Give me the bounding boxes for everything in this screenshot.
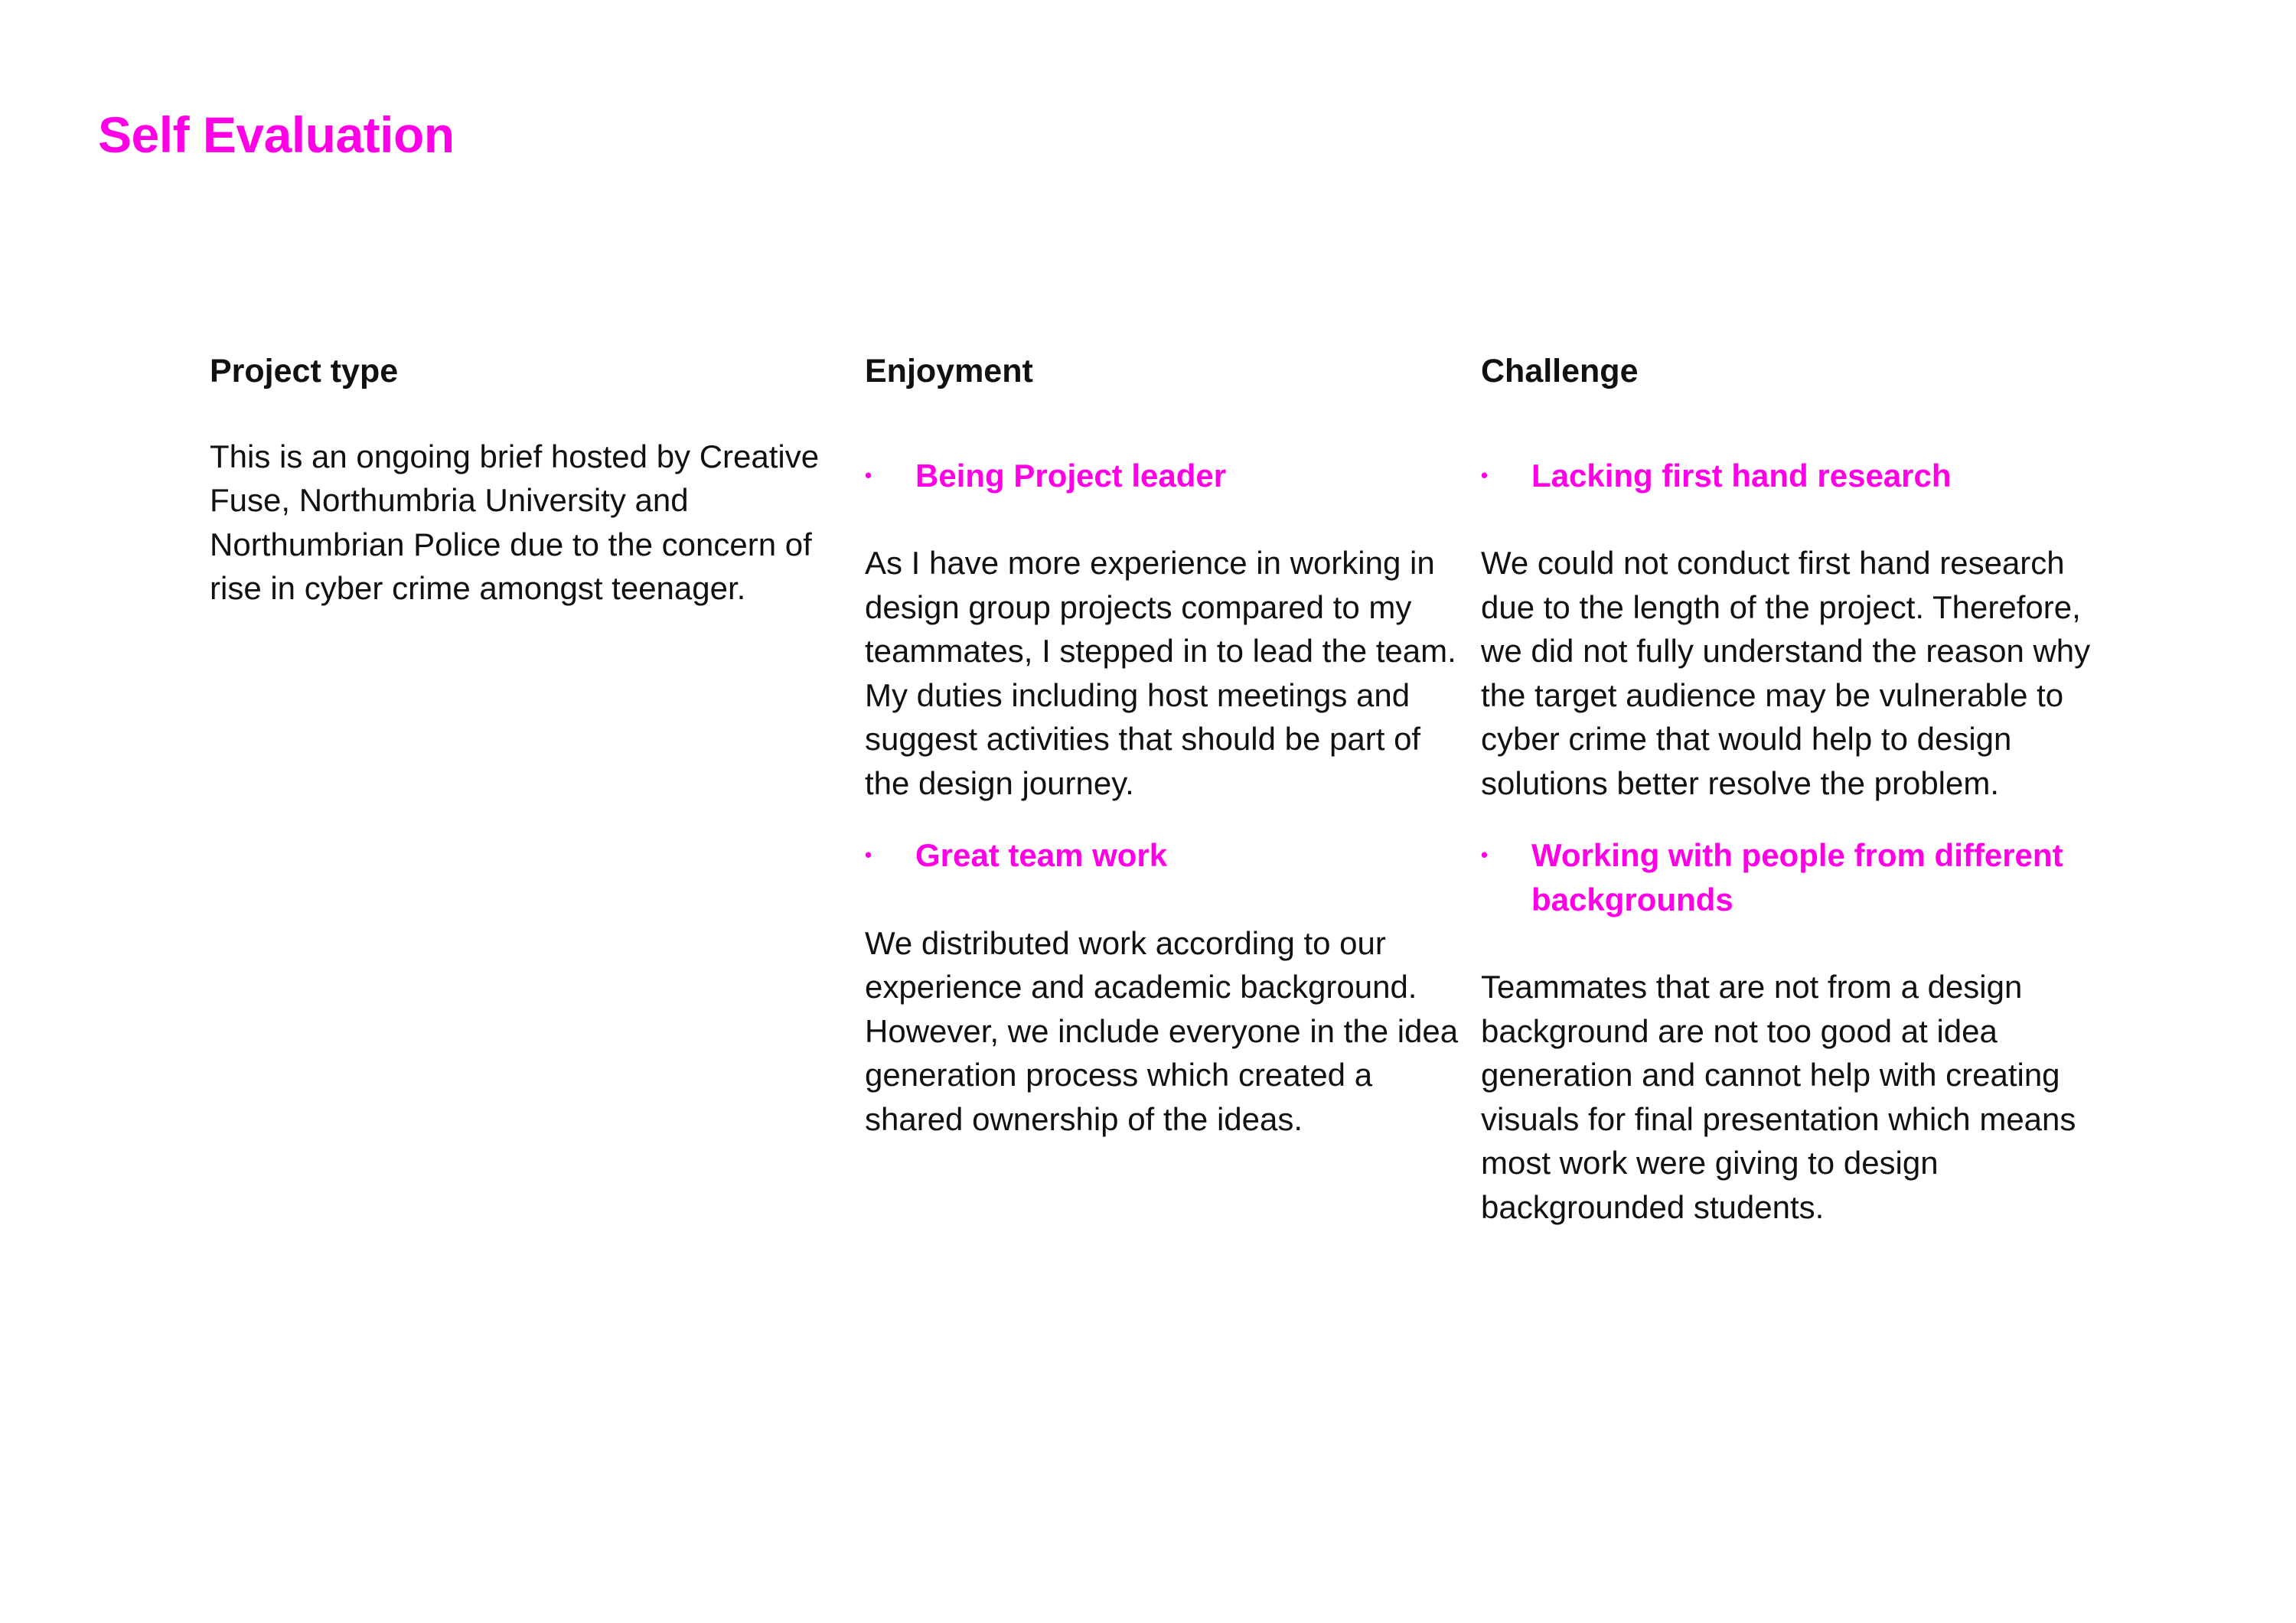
bullet-icon: • [865,843,872,867]
enjoyment-item-text: We distributed work according to our experience and academic background. However, we include everyone in the idea generation process which created a shared ownership of the ideas. [865,924,1459,1137]
project-type-column [210,352,822,611]
enjoyment-item-label: Being Project leader [915,457,1227,494]
challenge-item-label: Working with people from different backgrounds [1531,837,2063,917]
enjoyment-column [865,352,1462,1141]
enjoyment-heading: Enjoyment [865,353,1033,389]
challenge-item-label: Lacking first hand research [1531,457,1952,494]
enjoyment-item-text: As I have more experience in working in design group projects compared to my teammates, I stepped in to lead the team. My duties including host meetings and suggest activities that should be part of the design journey. [865,545,1456,801]
bullet-icon: • [865,463,872,487]
challenge-heading: Challenge [1481,353,1639,389]
challenge-item-title [1481,833,2093,921]
project-type-text: This is an ongoing brief hosted by Creative Fuse, Northumbria University and Northumbrian Police due to the concern of rise in cyber crime amongst teenager. [210,438,820,607]
enjoyment-item-label: Great team work [915,837,1168,874]
bullet-icon: • [1481,843,1489,867]
bullet-icon: • [1481,463,1489,487]
enjoyment-item-title [865,833,1462,878]
challenge-item-text: Teammates that are not from a design background are not too good at idea generation and cannot help with creating visuals for final presentation which means most work were giving to design backgrounded students. [1481,969,2076,1225]
enjoyment-item-title [865,454,1462,498]
challenge-item-title [1481,454,2093,498]
project-type-heading: Project type [210,353,399,389]
challenge-column [1481,352,2093,1229]
challenge-item-text: We could not conduct first hand research due to the length of the project. Therefore, we did not fully understand the reason why the target audience may be vulnerable to cyber crime that would help to design solutions better resolve the problem. [1481,545,2091,801]
page-title: Self Evaluation [98,106,455,163]
